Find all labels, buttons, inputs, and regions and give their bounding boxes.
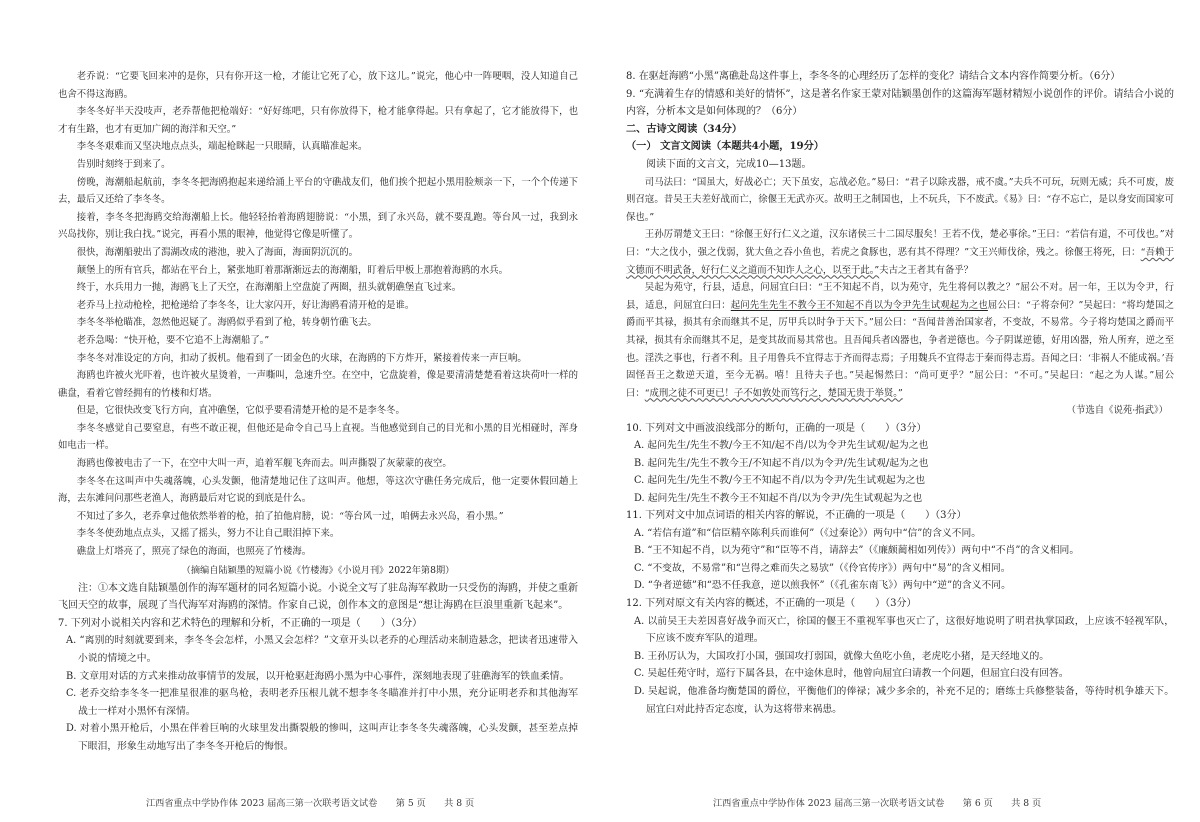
wavy-underlined-text: “吾赖于文德而不明武备，好行仁义之道而不知诈人之心，以至于此。” xyxy=(626,246,1175,276)
story-paragraph: 李冬冬举枪瞄准，忽然他迟疑了。海鸥似乎看到了枪，转身朝竹礁飞去。 xyxy=(76,317,377,329)
wavy-underlined-text: “成刑之徒不可更已！子不如敦处而笃行之，楚国无贵于举贤。” xyxy=(644,387,903,399)
story-paragraph: 礁盘上灯塔亮了，照亮了绿色的海面，也照亮了竹楼海。 xyxy=(76,546,312,558)
classical-paragraph: 司马法曰：“国虽大，好战必亡；天下虽安，忘战必危。”易曰：“君子以除戎器，戒不虞。”夫兵不可玩，玩则无威；兵不可废，废则召寇。昔吴王夫差好战而亡，徐偃王无武亦灭。故明王之制国也，上不玩兵，下不废武。《易》曰：“存不忘亡，是以身安而国家可保也。” xyxy=(626,176,1174,223)
story-paragraph: 老乔急喝：“快开枪，要不它追不上海潮船了。” xyxy=(76,334,270,346)
passage-citation: （节选自《说苑·指武》） xyxy=(1066,405,1168,417)
question-12-stem: 12. 下列对原文有关内容的概述，不正确的一项是（ ）（3分） xyxy=(626,598,917,610)
underlined-segment: 起问先生先生不教今王不知起不肖以为令尹先生试观起为之也 xyxy=(730,299,988,311)
story-source: （摘编自陆颖墨的短篇小说《竹楼海》《小说月刊》2022年第8期） xyxy=(181,564,455,576)
question-12-option-c: C. 吴起任苑守时，巡行下属各县，在中途休息时，他曾向屈宜臼请教一个问题，但屈宜臼没有回答。 xyxy=(634,668,1069,680)
question-12-option-a: A. 以前吴王夫差因喜好战争而灭亡，徐国的偃王不重视军事也灭亡了，这很好地说明了明君执掌国政，上应该不轻视军队，下应该不废弃军队的道理。 xyxy=(634,615,1174,645)
question-7-option-c: C. 老乔交给李冬冬一把准星很准的驱鸟枪，表明老乔压根儿就不想李冬冬瞄准并打中小黑，充分证明老乔和其他海军战士一样对小黑怀有深情。 xyxy=(66,688,578,717)
question-9: 9. “充满着生存的情感和美好的情怀”，这是著名作家王蒙对陆颖墨创作的这篇海军题材精短小说创作的评价。请结合小说的内容，分析本文是如何体现的？（6分） xyxy=(626,88,1174,118)
classical-paragraph xyxy=(626,279,1174,402)
story-paragraph: 李冬冬使劲地点点头，又摇了摇头，努力不让自己眼泪掉下来。 xyxy=(76,528,340,540)
story-paragraph: 海鸥也许被火光吓着，也许被火星烫着，一声嘶叫，急速升空。在空中，它盘旋着，像是要清清楚楚看着这块荷叶一样的礁盘，看着它曾经拥有的竹楼和灯塔。 xyxy=(58,370,578,399)
story-paragraph: 很快，海潮船驶出了澙湖改成的港池，驶入了海面，海面阴沉沉的。 xyxy=(76,246,359,258)
question-10-option-d: D. 起问先生/先生不教今王不知起不肖/以为令尹/先生试观起为之也 xyxy=(634,492,923,504)
exam-page-6 xyxy=(600,0,1200,822)
question-11-stem: 11. 下列对文中加点词语的相关内容的解说，不正确的一项是（ ）（3分） xyxy=(626,510,967,522)
story-paragraph: 终于，水兵用力一抛，海鸥飞上了天空，在海潮船上空盘旋了两圈，扭头就朝礁堡直飞过来。 xyxy=(76,282,462,294)
story-paragraph: 李冬冬感觉自己要窒息，有些不敢正视，但他还是命令自己马上直视。当他感觉到自己的目光和小黑的目光相碰时，浑身如电击一样。 xyxy=(58,422,578,452)
question-11-option-a: A. “若信有道”和“信臣精卒陈利兵而谁何”（《过秦论》）两句中“信”的含义不同。 xyxy=(634,527,982,539)
right-column xyxy=(626,68,1174,718)
story-paragraph: 李冬冬在这叫声中失魂落魄，心头发颤，他清楚地记住了这叫声。他想，等这次守礁任务完成后，他一定要休假回趟上海，去东滩问问那些老渔人，海鸥最后对它说的到底是什么。 xyxy=(58,475,578,505)
passage-text: 夫古之王者其有备乎？ xyxy=(879,264,973,276)
page-footer: 江西省重点中学协作体 2023 届高三第一次联考语文试卷 第 6 页 共 8 页 xyxy=(713,798,1042,809)
story-paragraph: 颠堡上的所有官兵，都站在平台上，紧张地盯着那渐渐远去的海潮船，盯着后甲板上那抱着海鸥的水兵。 xyxy=(76,264,509,276)
page-footer: 江西省重点中学协作体 2023 届高三第一次联考语文试卷 第 5 页 共 8 页 xyxy=(146,798,475,809)
question-7-stem: 7. 下列对小说相关内容和艺术特色的理解和分析，不正确的一项是（ ）（3分） xyxy=(58,617,423,629)
question-8: 8. 在驱赶海鸥“小黑”离礁赴岛这件事上，李冬冬的心理经历了怎样的变化？请结合文本内容作简要分析。（6分） xyxy=(626,71,1121,82)
question-11-option-c: C. “不变故，不易常”和“岂得之难而失之易欤”（《伶官传序》）两句中“易”的含义相同。 xyxy=(634,562,1011,574)
question-10-option-c: C. 起问先生/先生不教/今王不知起不肖/以为令尹/先生试观起为之也 xyxy=(634,475,926,487)
left-column xyxy=(58,68,578,756)
question-11-option-d: D. “争者逆德”和“恐不任我意，逆以煎我怀”（《孔雀东南飞》）两句中“逆”的含义不同。 xyxy=(634,580,1011,592)
story-paragraph: 傍晚，海潮船起航前，李冬冬把海鸥抱起来递给涌上平台的守礁战友们，他们挨个把起小黑用脸颊亲一下，一个个传递下去，最后又还给了李冬冬。 xyxy=(58,176,578,206)
story-note: 注：①本文选自陆颖墨创作的海军题材的同名短篇小说。小说全文写了驻岛海军救助一只受伤的海鸥，并使之重新飞回天空的故事，展现了当代海军对海鸥的深情。作家自己说，创作本文的意图是“想让海鸥在巨浪里重新飞起来”。 xyxy=(58,582,578,612)
question-12-option-b: B. 王孙厉认为，大国攻打小国，强国攻打弱国，就像大鱼吃小鱼，老虎吃小猪，是天经地义的。 xyxy=(634,650,1050,662)
story-paragraph: 老乔马上拉动枪栓，把枪递给了李冬冬，让大家闪开，好让海鸥看清开枪的是谁。 xyxy=(76,299,415,311)
question-12-option-d: D. 吴起说，他准备均衡楚国的爵位，平衡他们的俸禄；减少多余的，补充不足的；磨练士兵修整装备，等待时机争雄天下。屈宜臼对此持否定态度，认为这将带来祸患。 xyxy=(634,686,1174,715)
question-10-option-a: A. 起问先生/先生不教/今王不知/起不肖/以为令尹先生试观/起为之也 xyxy=(634,440,929,452)
question-10-option-b: B. 起问先生/先生不教今王/不知起不肖/以为令尹/先生试观/起为之也 xyxy=(634,457,929,469)
story-paragraph: 李冬冬对准设定的方向，扣动了扳机。他看到了一团金色的火球，在海鸥的下方炸开，紧接着传来一声巨响。 xyxy=(76,352,527,364)
story-paragraph: 李冬冬好半天没吱声，老乔帮他把枪端好：“好好练吧，只有你放得下，枪才能拿得起。只有拿起了，它才能放得下，也才有生路，也才有更加广阔的海洋和天空。” xyxy=(58,106,578,135)
story-paragraph: 老乔说：“它要飞回来冲的是你，只有你开这一枪，才能让它死了心，放下这儿。”说完，他心中一阵哽咽，没人知道自己也舍不得这海鸥。 xyxy=(58,71,578,100)
reading-instruction: 阅读下面的文言文，完成10—13题。 xyxy=(646,158,812,170)
question-10-stem: 10. 下列对文中画波浪线部分的断句，正确的一项是（ ）（3分） xyxy=(626,422,927,434)
question-7-option-a: A. “离别的时刻就要到来，李冬冬会怎样，小黑又会怎样？”文章开头以老乔的心理活动来制造悬念，把读者迅速带入小说的情境之中。 xyxy=(66,635,578,664)
classical-paragraph xyxy=(626,226,1174,279)
passage-text: 屈公曰：“子将奈何？”吴起曰：“将均楚国之爵而平其禄，损其有余而继其不足，厉甲兵以时争于天下。”屈公曰：“吾闻昔善治国家者，不变故，不易常。今子将均楚国之爵而平其禄，损其有余而继其不足，是变其故而易其常也。且吾闻兵者凶器也，争者逆德也。今子阴谋逆德，好用凶器，殆人所弃，逆之至也。淫泆之事也，行者不利。且子用鲁兵不宜得志于齐而得志焉；子用魏兵不宜得志于秦而得志焉。吾闻之曰：‘非祸人不能成祸。’吾固怪吾王之数逆天道，至今无祸。嘻！且待夫子也。”吴起惕然曰：“尚可更乎？”屈公曰：“不可。”吴起曰：“起之为人谋。”屈公曰： xyxy=(626,299,1174,399)
subsection-heading: （一） 文言文阅读（本题共4小题，19分） xyxy=(626,140,824,153)
section-heading: 二、古诗文阅读（34分） xyxy=(626,122,743,135)
story-paragraph: 但是，它很快改变飞行方向，直冲礁堡，它似乎要看清楚开枪的是不是李冬冬。 xyxy=(76,405,405,417)
story-paragraph: 不知过了多久，老乔拿过他依然举着的枪，拍了拍他肩膀，说：“等台风一过，咱俩去永兴岛，看小黑。” xyxy=(76,510,504,522)
story-paragraph: 告别时刻终于到来了。 xyxy=(76,158,171,170)
story-paragraph: 海鸥也像被电击了一下，在空中大叫一声，追着军舰飞奔而去。叫声撕裂了灰蒙蒙的夜空。 xyxy=(76,458,452,470)
passage-text: 王孙厉谓楚文王曰：“徐偃王好行仁义之道，汉东诸侯三十二国尽服矣！王若不伐，楚必事徐。”王曰：“若信有道，不可伐也。”对曰：“大之伐小，强之伐弱，犹大鱼之吞小鱼也，若虎之食豚也，恶有其不得理？”文王兴师伐徐，残之。徐偃王将死，曰： xyxy=(626,229,1174,258)
story-paragraph: 接着，李冬冬把海鸥交给海潮船上长。他轻轻抬着海鸥翅膀说：“小黑，到了永兴岛，就不要乱跑。等台风一过，我到永兴岛找你，别让我白找。”说完，再看小黑的眼神，他觉得它像是听懂了。 xyxy=(58,211,578,241)
question-7-option-b: B. 文章用对话的方式来推动故事情节的发展，以开枪驱赶海鸥小黑为中心事件，深刻地表现了驻礁海军的铁血柔情。 xyxy=(66,670,570,682)
question-11-option-b: B. “王不知起不肖，以为苑守”和“臣等不肖，请辞去”（《廉颇蔺相如列传》）两句中“不肖”的含义相同。 xyxy=(634,545,1080,557)
question-7-option-d: D. 对着小黑开枪后，小黑在伴着巨响的火球里发出撕裂般的惨叫，这叫声让李冬冬失魂落魄，心头发颤，甚至差点掉下眼泪，形象生动地写出了李冬冬开枪后的悔恨。 xyxy=(66,723,578,752)
story-paragraph: 李冬冬艰难而又坚决地点点头，端起枪眯起一只眼睛，认真瞄准起来。 xyxy=(76,141,368,153)
passage-text: 吴起为苑守，行县，适息，问屈宜臼曰：“王不知起不肖，以为苑守，先生将何以教之？”屈公不对。居一年，王以为令尹，行县，适息，问屈宜臼曰： xyxy=(626,282,1174,311)
